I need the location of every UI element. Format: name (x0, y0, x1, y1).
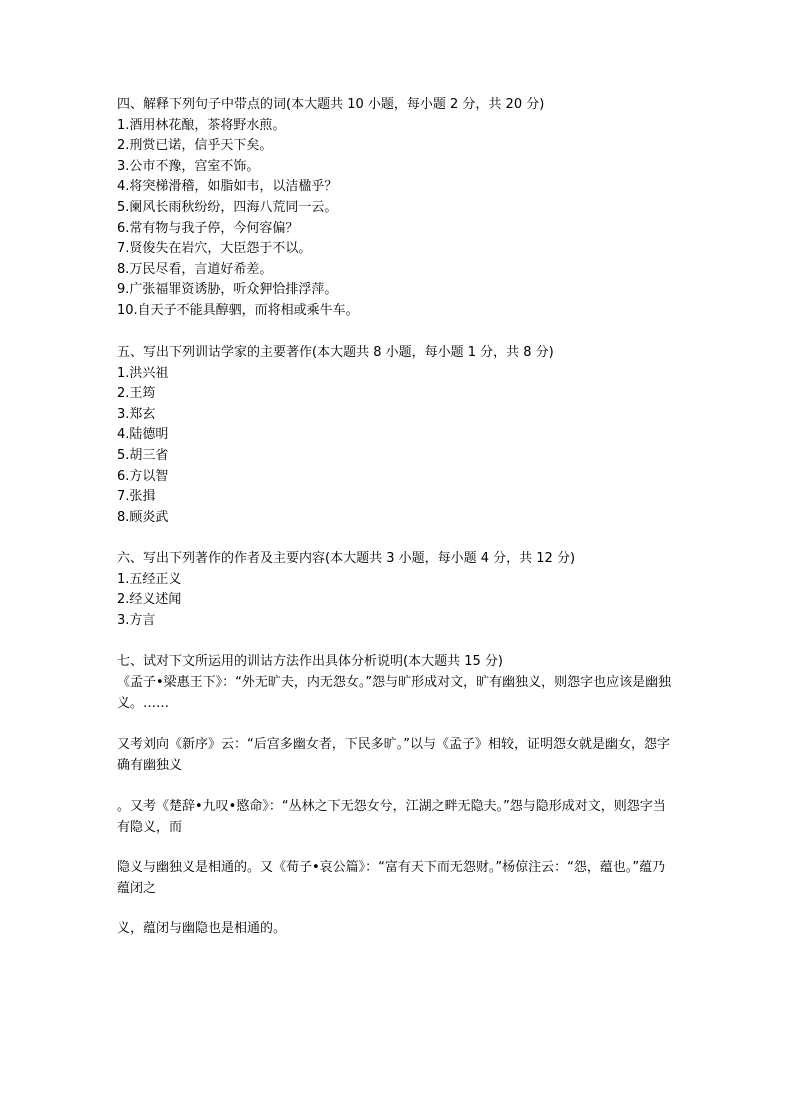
section-4-item: 1.酒用林花酿，茶将野水煎。 (117, 117, 286, 133)
section-6 (117, 549, 677, 631)
section-6-heading: 六、写出下列著作的作者及主要内容(本大题共 3 小题，每小题 4 分，共 12 分) (117, 551, 576, 566)
section-7 (117, 652, 677, 673)
section-6-item: 1.五经正义 (117, 571, 182, 587)
section-5-item: 6.方以智 (117, 468, 169, 484)
section-5-heading: 五、写出下列训诂学家的主要著作(本大题共 8 小题，每小题 1 分，共 8 分) (117, 345, 554, 360)
section-5-item: 5.胡三省 (117, 447, 169, 463)
section-5-item: 3.郑玄 (117, 406, 156, 422)
section-5-item: 8.顾炎武 (117, 509, 169, 525)
section-4-item: 9.广张福罪资诱胁，听众狎恰排浮萍。 (117, 282, 338, 298)
section-4-item: 5.阑风长雨秋纷纷，四海八荒同一云。 (117, 199, 338, 215)
section-4-item: 2.刑赏已诺，信乎天下矣。 (117, 138, 273, 154)
section-4-item: 8.万民尽看，言道好希差。 (117, 261, 273, 277)
section-5-item: 2.王筠 (117, 386, 156, 402)
section-4-item: 3.公市不豫，宫室不饰。 (117, 158, 260, 174)
section-4-item: 10.自天子不能具醇驷，而将相或乘牛车。 (117, 302, 359, 318)
section-7-paragraph: 。又考《楚辞•九叹•愍命》：“丛林之下无怨女兮，江湖之畔无隐夫。”怨与隐形成对文，则怨字当有隐义，而 (117, 799, 666, 835)
section-5-item: 7.张揖 (117, 489, 156, 505)
section-5-item: 1.洪兴祖 (117, 365, 169, 381)
section-4-item: 6.常有物与我子停，今何容偏？ (117, 220, 299, 236)
section-5-item: 4.陆德明 (117, 427, 169, 443)
section-4-item: 4.将突梯滑稽，如脂如韦，以洁楹乎？ (117, 179, 338, 195)
section-7-paragraph: 又考刘向《新序》云：“后宫多幽女者，下民多旷。”以与《孟子》相较，证明怨女就是幽女，怨字确有幽独义 (117, 737, 670, 773)
section-7-paragraph: 《孟子•梁惠王下》：“外无旷夫，内无怨女。”怨与旷形成对文，旷有幽独义，则怨字也应该是幽独义。…… (117, 675, 672, 711)
section-7-paragraph: 义，蕴闭与幽隐也是相通的。 (117, 921, 287, 936)
section-7-heading: 七、试对下文所运用的训诂方法作出具体分析说明(本大题共 15 分) (117, 654, 503, 669)
section-4 (117, 95, 677, 322)
section-7-paragraph: 隐义与幽独义是相通的。又《荀子•哀公篇》：“富有天下而无怨财。”杨倞注云：“怨，蕴也。”蕴乃蕴闭之 (117, 860, 666, 896)
section-5 (117, 343, 677, 528)
section-4-heading: 四、解释下列句子中带点的词(本大题共 10 小题，每小题 2 分，共 20 分) (117, 97, 545, 112)
section-6-item: 3.方言 (117, 612, 156, 628)
section-4-item: 7.贤俊失在岩穴，大臣怨于不以。 (117, 241, 312, 257)
section-6-item: 2.经义述闻 (117, 592, 182, 608)
